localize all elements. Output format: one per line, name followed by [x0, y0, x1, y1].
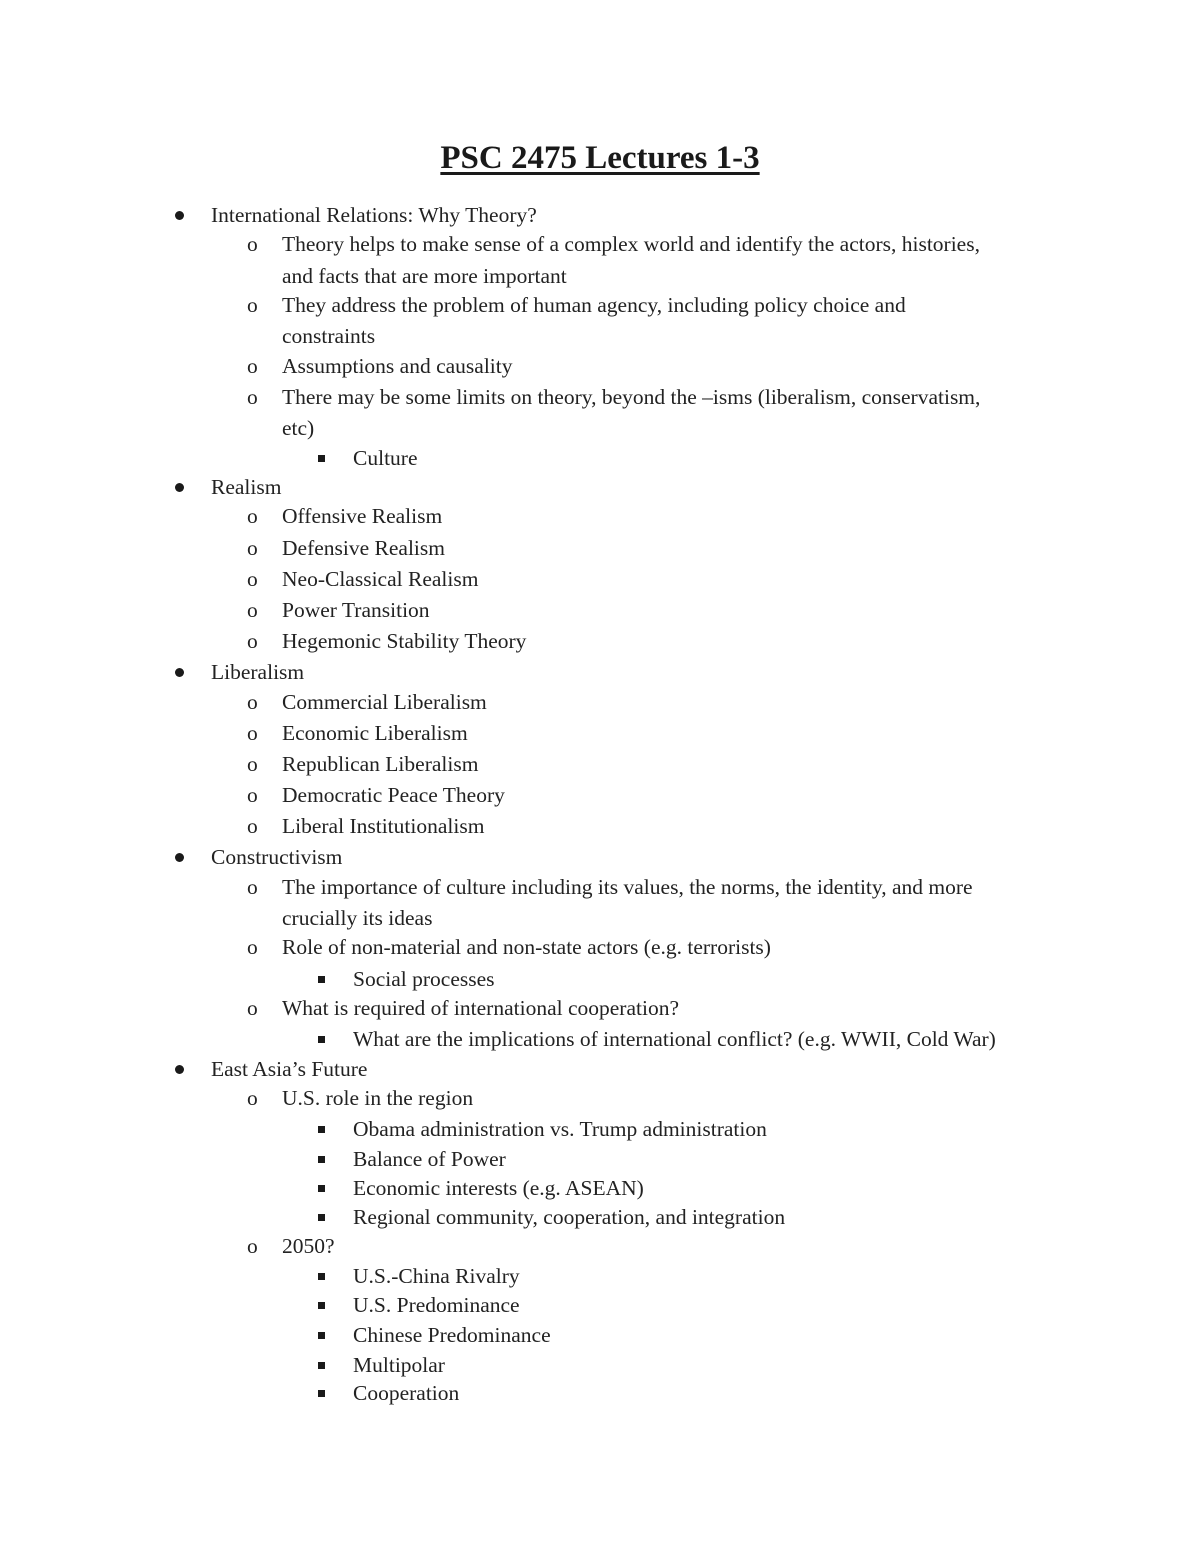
bullet-square-icon: [318, 1362, 325, 1369]
bullet-circle-icon: o: [247, 935, 258, 959]
outline-continuation: crucially its ideas: [282, 906, 433, 930]
bullet-circle-icon: o: [247, 814, 258, 838]
outline-item-level-2: Defensive Realism: [282, 536, 445, 560]
bullet-square-icon: [318, 1273, 325, 1280]
outline-item-level-2: Power Transition: [282, 598, 430, 622]
outline-item-level-2: Commercial Liberalism: [282, 690, 487, 714]
bullet-dot-icon: [175, 668, 184, 677]
outline-item-level-2: Role of non-material and non-state actors (e.g. terrorists): [282, 935, 771, 959]
bullet-circle-icon: o: [247, 504, 258, 528]
outline-item-level-1: Constructivism: [211, 845, 343, 869]
bullet-square-icon: [318, 1156, 325, 1163]
outline-continuation: etc): [282, 416, 315, 440]
bullet-square-icon: [318, 1214, 325, 1221]
outline-item-level-2: Assumptions and causality: [282, 354, 513, 378]
outline-item-level-3: Regional community, cooperation, and integration: [353, 1205, 786, 1229]
outline-item-level-2: Theory helps to make sense of a complex world and identify the actors, histories,: [282, 232, 980, 256]
outline-item-level-2: The importance of culture including its values, the norms, the identity, and more: [282, 875, 973, 899]
outline-item-level-2: There may be some limits on theory, beyond the –isms (liberalism, conservatism,: [282, 385, 981, 409]
bullet-circle-icon: o: [247, 232, 258, 256]
bullet-square-icon: [318, 1036, 325, 1043]
outline-item-level-2: What is required of international cooperation?: [282, 996, 679, 1020]
outline-item-level-3: Chinese Predominance: [353, 1323, 551, 1347]
bullet-square-icon: [318, 976, 325, 983]
bullet-circle-icon: o: [247, 598, 258, 622]
outline-item-level-3: Obama administration vs. Trump administration: [353, 1117, 767, 1141]
outline-item-level-2: Economic Liberalism: [282, 721, 468, 745]
bullet-circle-icon: o: [247, 354, 258, 378]
bullet-circle-icon: o: [247, 567, 258, 591]
outline-item-level-3: Balance of Power: [353, 1147, 506, 1171]
bullet-dot-icon: [175, 483, 184, 492]
outline-item-level-2: Offensive Realism: [282, 504, 443, 528]
outline-item-level-3: Multipolar: [353, 1353, 445, 1377]
bullet-circle-icon: o: [247, 1086, 258, 1110]
bullet-dot-icon: [175, 1065, 184, 1074]
outline-item-level-2: 2050?: [282, 1234, 335, 1258]
outline-item-level-3: Culture: [353, 446, 418, 470]
bullet-circle-icon: o: [247, 1234, 258, 1258]
bullet-circle-icon: o: [247, 536, 258, 560]
bullet-square-icon: [318, 1185, 325, 1192]
outline-item-level-2: Neo-Classical Realism: [282, 567, 479, 591]
outline-item-level-1: International Relations: Why Theory?: [211, 203, 537, 227]
outline-item-level-3: Economic interests (e.g. ASEAN): [353, 1176, 644, 1200]
bullet-circle-icon: o: [247, 721, 258, 745]
outline-item-level-1: Realism: [211, 475, 282, 499]
bullet-circle-icon: o: [247, 293, 258, 317]
outline-item-level-3: U.S.-China Rivalry: [353, 1264, 520, 1288]
outline-item-level-1: Liberalism: [211, 660, 305, 684]
bullet-square-icon: [318, 1390, 325, 1397]
bullet-circle-icon: o: [247, 752, 258, 776]
outline-item-level-2: They address the problem of human agency, including policy choice and: [282, 293, 906, 317]
bullet-circle-icon: o: [247, 385, 258, 409]
outline-continuation: and facts that are more important: [282, 264, 567, 288]
bullet-dot-icon: [175, 211, 184, 220]
outline-item-level-1: East Asia’s Future: [211, 1057, 368, 1081]
outline-item-level-3: U.S. Predominance: [353, 1293, 520, 1317]
bullet-square-icon: [318, 1332, 325, 1339]
outline-continuation: constraints: [282, 324, 376, 348]
outline-item-level-3: What are the implications of international conflict? (e.g. WWII, Cold War): [353, 1027, 996, 1051]
bullet-square-icon: [318, 455, 325, 462]
page-title: PSC 2475 Lectures 1-3: [440, 140, 760, 176]
outline-item-level-2: U.S. role in the region: [282, 1086, 474, 1110]
bullet-dot-icon: [175, 853, 184, 862]
outline-item-level-3: Social processes: [353, 967, 495, 991]
outline-item-level-3: Cooperation: [353, 1381, 460, 1405]
outline-item-level-2: Hegemonic Stability Theory: [282, 629, 527, 653]
bullet-circle-icon: o: [247, 783, 258, 807]
bullet-circle-icon: o: [247, 690, 258, 714]
bullet-circle-icon: o: [247, 996, 258, 1020]
bullet-square-icon: [318, 1126, 325, 1133]
outline-item-level-2: Republican Liberalism: [282, 752, 479, 776]
bullet-square-icon: [318, 1302, 325, 1309]
bullet-circle-icon: o: [247, 629, 258, 653]
bullet-circle-icon: o: [247, 875, 258, 899]
outline-item-level-2: Democratic Peace Theory: [282, 783, 505, 807]
outline-item-level-2: Liberal Institutionalism: [282, 814, 485, 838]
